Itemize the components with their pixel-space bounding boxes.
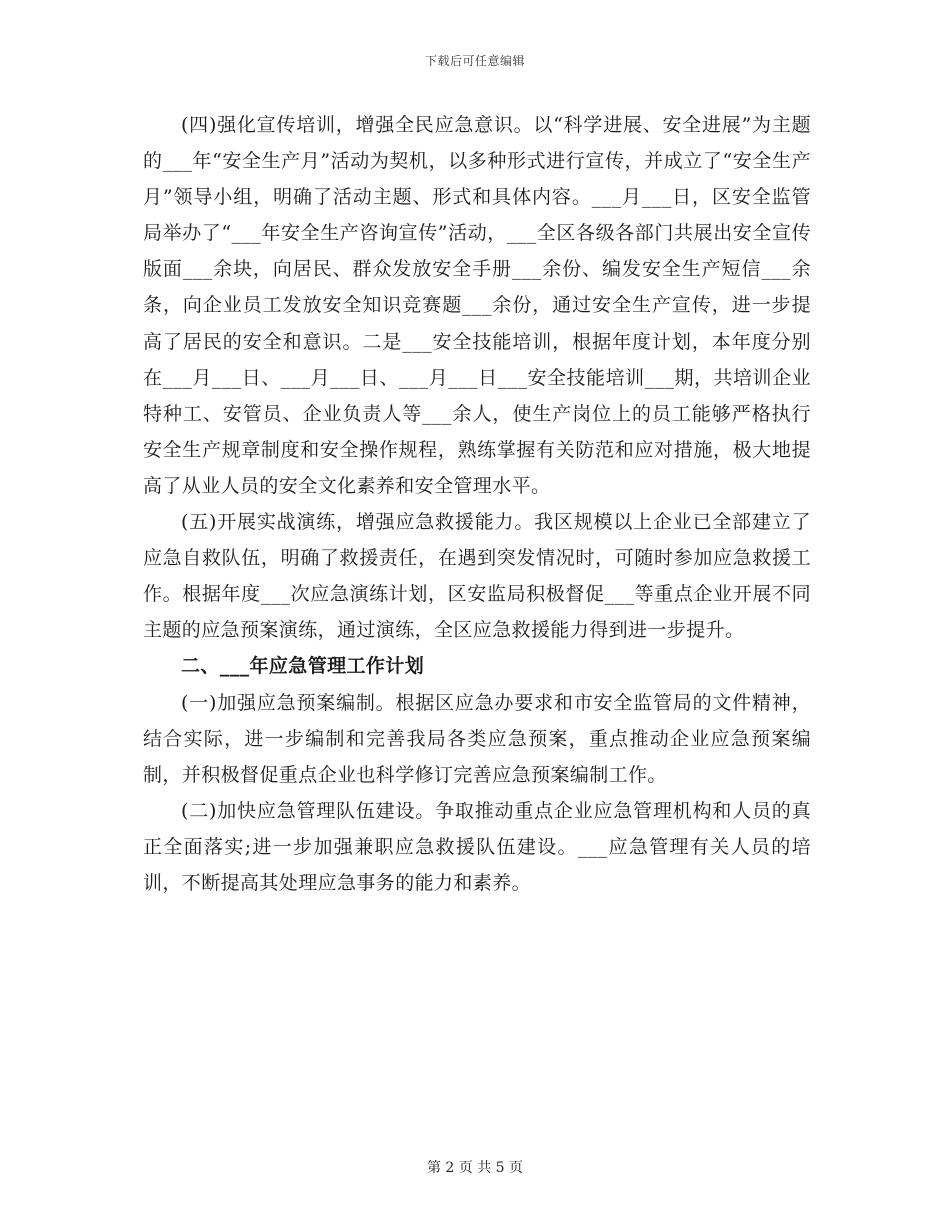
paragraph-publicity-training: (四)强化宣传培训，增强全民应急意识。以“科学进展、安全进展”为主题的___年“安全生产月”活动为契机，以多种形式进行宣传，并成立了“安全生产月”领导小组，明确了活动主题、形式和具体内容。___月___日，区安全监管局举办了“___年安全生产咨询宣传”活动，___全区各级各部门共展出安全宣传版面___余块，向居民、群众发放安全手册___余份、编发安全生产短信___余条，向企业员工发放安全知识竞赛题___余份，通过安全生产宣传，进一步提高了居民的安全和意识。二是___安全技能培训，根据年度计划，本年度分别在___月___日、___月___日、___月___日___安全技能培训___期，共培训企业特种工、安管员、企业负责人等___余人，使生产岗位上的员工能够严格执行安全生产规章制度和安全操作规程，熟练掌握有关防范和应对措施，极大地提高了从业人员的安全文化素养和安全管理水平。: [143, 114, 811, 497]
section-heading: 二、___年应急管理工作计划: [181, 655, 425, 678]
paragraph-team-building: (二)加快应急管理队伍建设。争取推动重点企业应急管理机构和人员的真正全面落实;进一步加强兼职应急救援队伍建设。___应急管理有关人员的培训，不断提高其处理应急事务的能力和素养。: [143, 799, 811, 894]
paragraph-drill-exercise: (五)开展实战演练，增强应急救援能力。我区规模以上企业已全部建立了应急自救队伍，明确了救援责任，在遇到突发情况时，可随时参加应急救援工作。根据年度___次应急演练计划，区安监局积极督促___等重点企业开展不同主题的应急预案演练，通过演练，全区应急救援能力得到进一步提升。: [143, 511, 811, 642]
document-body: [143, 107, 811, 901]
paragraph-plan-preparation: (一)加强应急预案编制。根据区应急办要求和市安全监管局的文件精神，结合实际，进一步编制和完善我局各类应急预案，重点推动企业应急预案编制，并积极督促重点企业也科学修订完善应急预案编制工作。: [143, 691, 811, 786]
page-header: 下载后可任意编辑: [424, 54, 525, 68]
page-number: 第 2 页 共 5 页: [426, 1160, 524, 1176]
